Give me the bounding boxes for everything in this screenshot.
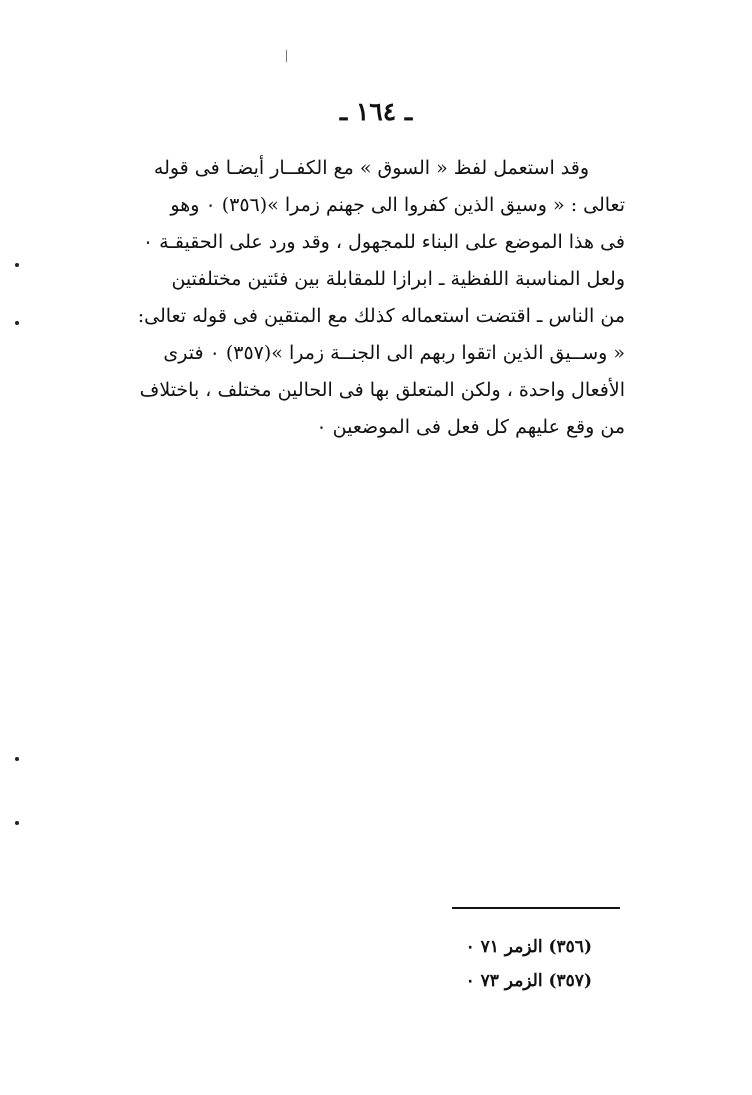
page-number: ـ ١٦٤ ـ <box>339 97 413 126</box>
text-line-1: وقد استعمل لفظ « السوق » مع الكفــار أيضـا فى قوله <box>153 157 589 179</box>
text-line-7: الأفعال واحدة ، ولكن المتعلق بها فى الحالين مختلف ، باختلاف <box>139 379 625 401</box>
text-line-5: من الناس ـ اقتضت استعماله كذلك مع المتقين فى قوله تعالى: <box>137 305 625 327</box>
footnote-356: (٣٥٦) الزمر ٧١ ٠ <box>465 937 592 957</box>
scan-mark <box>286 50 287 62</box>
scan-speck <box>15 321 19 325</box>
scan-speck <box>15 263 19 267</box>
footnote-divider <box>452 907 620 909</box>
text-line-8: من وقع عليهم كل فعل فى الموضعين ٠ <box>316 416 625 438</box>
footnote-357: (٣٥٧) الزمر ٧٣ ٠ <box>465 971 592 991</box>
body-text <box>95 150 625 446</box>
scan-speck <box>15 821 19 825</box>
scan-speck <box>15 757 19 761</box>
footnotes <box>380 930 592 998</box>
text-line-2: تعالى : « وسيق الذين كفروا الى جهنم زمرا »(٣٥٦) ٠ وهو <box>170 194 625 216</box>
text-line-4: ولعل المناسبة اللفظية ـ ابرازا للمقابلة بين فئتين مختلفتين <box>171 268 625 290</box>
text-line-6: « وســيق الذين اتقوا ربهم الى الجنــة زمرا »(٣٥٧) ٠ فترى <box>163 342 625 364</box>
text-line-3: فى هذا الموضع على البناء للمجهول ، وقد ورد على الحقيقـة ٠ <box>142 231 625 253</box>
